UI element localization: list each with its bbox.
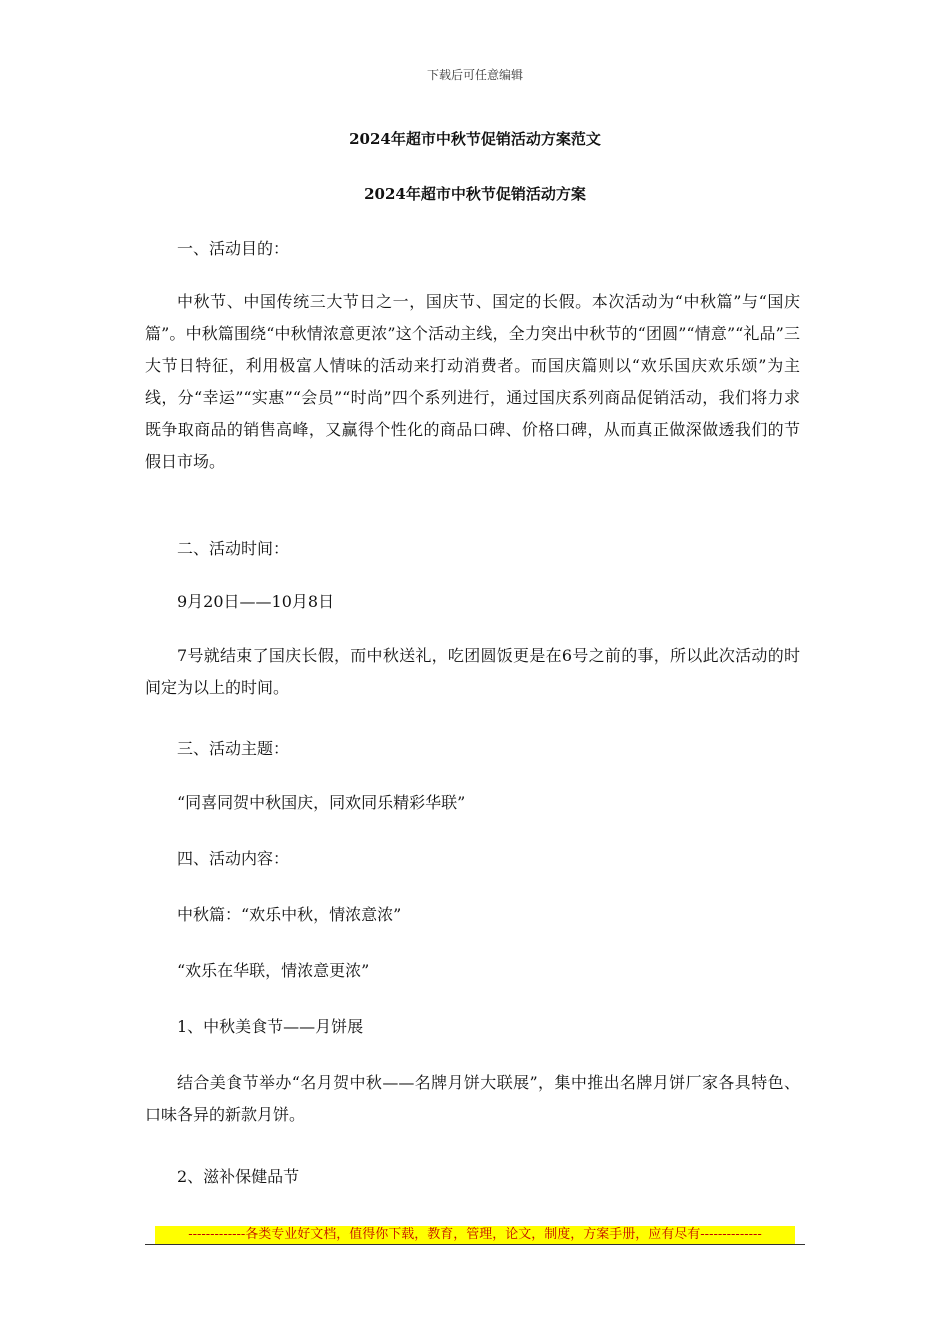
- theme-text: “同喜同贺中秋国庆，同欢同乐精彩华联”: [177, 793, 466, 812]
- document-title: 2024年超市中秋节促销活动方案范文: [349, 130, 601, 148]
- time-heading: 二、活动时间：: [177, 539, 290, 558]
- footer-banner: -------------各类专业好文档，值得你下载，教育，管理，论文，制度，方案手册，应有尽有--------------: [155, 1226, 795, 1244]
- midautumn-title: 中秋篇：“欢乐中秋，情浓意浓”: [177, 905, 402, 924]
- theme-heading: 三、活动主题：: [177, 739, 290, 758]
- content-heading: 四、活动内容：: [177, 849, 290, 868]
- time-note: 7号就结束了国庆长假，而中秋送礼，吃团圆饭更是在6号之前的事，所以此次活动的时间定为以上的时间。: [145, 646, 800, 697]
- purpose-paragraph: 中秋节、中国传统三大节日之一，国庆节、国定的长假。本次活动为“中秋篇”与“国庆篇”。中秋篇围绕“中秋情浓意更浓”这个活动主线，全力突出中秋节的“团圆”“情意”“礼品”三大节日特征，利用极富人情味的活动来打动消费者。而国庆篇则以“欢乐国庆欢乐颂”为主线，分“幸运”“实惠”“会员”“时尚”四个系列进行，通过国庆系列商品促销活动，我们将力求既争取商品的销售高峰，又赢得个性化的商品口碑、价格口碑，从而真正做深做透我们的节假日市场。: [145, 292, 800, 471]
- page-header: 下载后可任意编辑: [426, 68, 523, 82]
- time-range: 9月20日——10月8日: [177, 592, 335, 611]
- item2-heading: 2、滋补保健品节: [177, 1167, 300, 1186]
- item1-paragraph: 结合美食节举办“名月贺中秋——名牌月饼大联展”，集中推出名牌月饼厂家各具特色、口味各异的新款月饼。: [145, 1073, 800, 1124]
- footer-divider: [145, 1244, 805, 1245]
- purpose-heading: 一、活动目的：: [177, 239, 290, 258]
- document-subtitle: 2024年超市中秋节促销活动方案: [364, 185, 586, 203]
- item1-heading: 1、中秋美食节——月饼展: [177, 1017, 364, 1036]
- midautumn-slogan: “欢乐在华联，情浓意更浓”: [177, 961, 370, 980]
